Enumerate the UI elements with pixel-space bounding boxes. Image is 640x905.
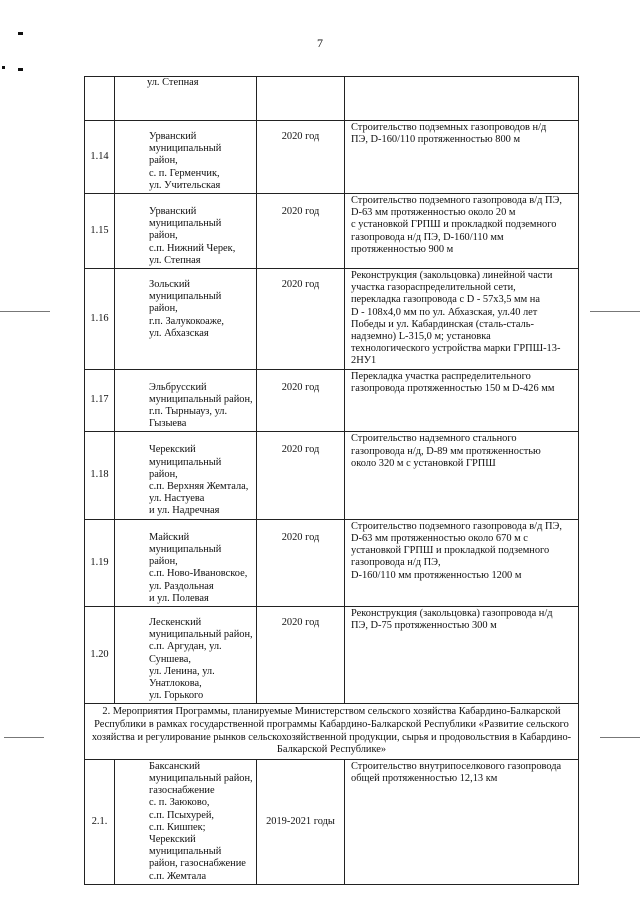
scan-line bbox=[590, 311, 640, 312]
row-number: 1.17 bbox=[85, 369, 115, 432]
program-table bbox=[84, 76, 579, 885]
scan-line bbox=[600, 737, 640, 738]
scan-line bbox=[0, 311, 50, 312]
table-row bbox=[85, 432, 579, 519]
row-number: 1.18 bbox=[85, 432, 115, 519]
row-work: Реконструкция (закольцовка) газопровода н/д ПЭ, D-75 протяженностью 300 м bbox=[345, 606, 579, 703]
row-work: Реконструкция (закольцовка) линейной части участка газораспределительной сети, перекладка газопровода с D - 57x3,5 мм на D - 108x4,0 мм по ул. Абхазская, ул.40 лет Победы и ул. Кабардинская (сталь-сталь- надземно) L-315,0 м; установка технологического устройства марки ГРПШ-13- 2НУ1 bbox=[345, 269, 579, 370]
row-year: 2020 год bbox=[257, 519, 345, 606]
row-year: 2019-2021 годы bbox=[257, 759, 345, 884]
section-heading-row bbox=[85, 704, 579, 759]
row-number: 1.16 bbox=[85, 269, 115, 370]
row-location: Зольский муниципальный район, г.п. Залукокоаже, ул. Абхазская bbox=[115, 269, 257, 370]
row-year: 2020 год bbox=[257, 121, 345, 194]
row-work: Строительство надземного стального газопровода н/д, D-89 мм протяженностью около 320 м с установкой ГРПШ bbox=[345, 432, 579, 519]
row-number: 1.20 bbox=[85, 606, 115, 703]
table-row bbox=[85, 759, 579, 884]
row-work: Строительство подземных газопроводов н/д ПЭ, D-160/110 протяженностью 800 м bbox=[345, 121, 579, 194]
row-location: ул. Степная bbox=[115, 77, 257, 121]
table-row bbox=[85, 77, 579, 121]
table-row bbox=[85, 121, 579, 194]
row-year: 2020 год bbox=[257, 194, 345, 269]
row-year: 2020 год bbox=[257, 269, 345, 370]
table-row bbox=[85, 369, 579, 432]
row-number bbox=[85, 77, 115, 121]
row-location: Майский муниципальный район, с.п. Ново-Ивановское, ул. Раздольная и ул. Полевая bbox=[115, 519, 257, 606]
scan-line bbox=[4, 737, 44, 738]
table-row bbox=[85, 194, 579, 269]
row-work: Строительство внутрипоселкового газопровода общей протяженностью 12,13 км bbox=[345, 759, 579, 884]
page-number: 7 bbox=[317, 36, 323, 50]
scan-mark bbox=[18, 32, 23, 35]
table-row bbox=[85, 606, 579, 703]
row-number: 2.1. bbox=[85, 759, 115, 884]
row-number: 1.14 bbox=[85, 121, 115, 194]
section-heading: 2. Мероприятия Программы, планируемые Министерством сельского хозяйства Кабардино-Балкарской Республики в рамках государственной программы Кабардино-Балкарской Республики «Развитие сельского хозяйства и регулирование рынков сельскохозяйственной продукции, сырья и продовольствия в Кабардино-Балкарской Республике» bbox=[85, 704, 579, 759]
row-number: 1.19 bbox=[85, 519, 115, 606]
row-location: Черекский муниципальный район, с.п. Верхняя Жемтала, ул. Настуева и ул. Надречная bbox=[115, 432, 257, 519]
row-year bbox=[257, 77, 345, 121]
row-location: Урванский муниципальный район, с. п. Герменчик, ул. Учительская bbox=[115, 121, 257, 194]
row-location: Баксанский муниципальный район, газоснабжение с. п. Заюково, с.п. Псыхурей, с.п. Кишпек; Черекский муниципальный район, газоснабжение с.п. Жемтала bbox=[115, 759, 257, 884]
row-work: Строительство подземного газопровода в/д ПЭ, D-63 мм протяженностью около 670 м с установкой ГРПШ и прокладкой подземного газопровода н/д ПЭ, D-160/110 мм протяженностью 1200 м bbox=[345, 519, 579, 606]
row-location: Урванский муниципальный район, с.п. Нижний Черек, ул. Степная bbox=[115, 194, 257, 269]
row-location: Эльбрусский муниципальный район, г.п. Тырныауз, ул. Гызыева bbox=[115, 369, 257, 432]
row-year: 2020 год bbox=[257, 606, 345, 703]
table-row bbox=[85, 519, 579, 606]
scan-mark bbox=[18, 68, 23, 71]
row-number: 1.15 bbox=[85, 194, 115, 269]
row-work: Перекладка участка распределительного газопровода протяженностью 150 м D-426 мм bbox=[345, 369, 579, 432]
row-work: Строительство подземного газопровода в/д ПЭ, D-63 мм протяженностью около 20 м с установкой ГРПШ и прокладкой подземного газопровода н/д ПЭ, D-160/110 мм протяженностью 900 м bbox=[345, 194, 579, 269]
row-work bbox=[345, 77, 579, 121]
scan-mark bbox=[2, 66, 5, 69]
row-year: 2020 год bbox=[257, 432, 345, 519]
row-location: Лескенский муниципальный район, с.п. Аргудан, ул. Суншева, ул. Ленина, ул. Унатлокова, ул. Горького bbox=[115, 606, 257, 703]
table-row bbox=[85, 269, 579, 370]
row-year: 2020 год bbox=[257, 369, 345, 432]
